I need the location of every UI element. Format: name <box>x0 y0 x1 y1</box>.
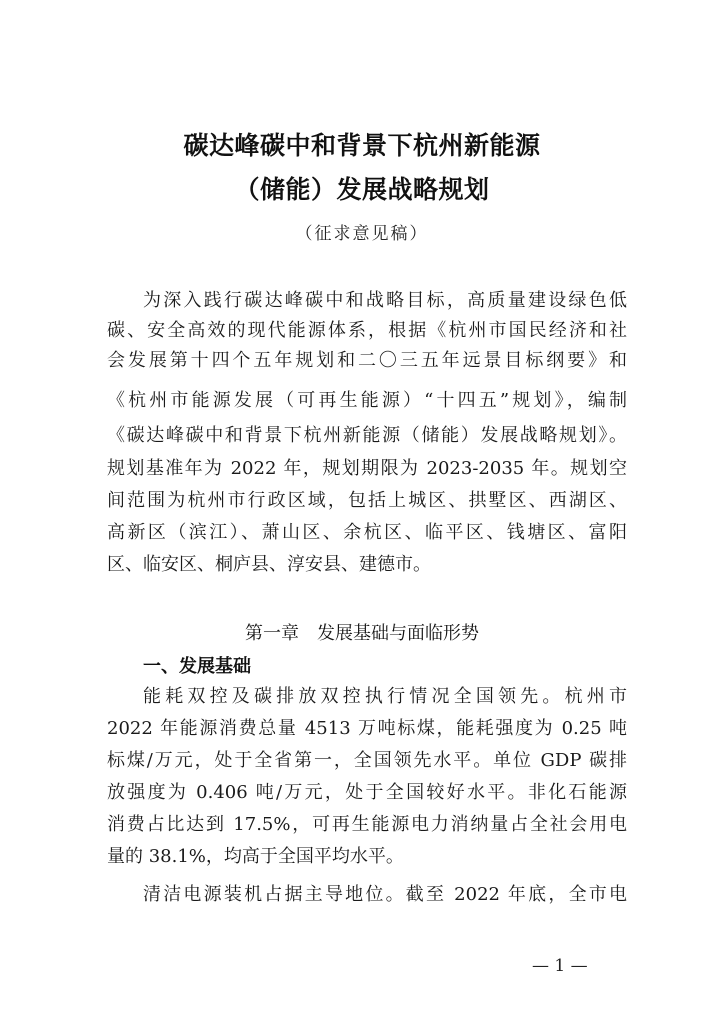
intro-line: 间范围为杭州市行政区域，包括上城区、拱墅区、西湖区、 <box>107 490 627 511</box>
paragraph-line: 量的 38.1%，均高于全国平均水平。 <box>107 846 404 867</box>
intro-line: 碳、安全高效的现代能源体系，根据《杭州市国民经济和社 <box>107 320 627 341</box>
paragraph-line: 2022 年能源消费总量 4513 万吨标煤，能耗强度为 0.25 吨 <box>107 718 627 739</box>
paragraph-line: 放强度为 0.406 吨/万元，处于全国较好水平。非化石能源 <box>107 782 627 803</box>
intro-line: 《碳达峰碳中和背景下杭州新能源（储能）发展战略规划》。 <box>107 425 627 446</box>
intro-line: 《杭州市能源发展（可再生能源）“十四五”规划》，编制 <box>107 390 627 411</box>
paragraph-line: 能耗双控及碳排放双控执行情况全国领先。杭州市 <box>143 686 627 707</box>
intro-line: 会发展第十四个五年规划和二〇三五年远景目标纲要》和 <box>107 350 627 371</box>
intro-line: 规划基准年为 2022 年，规划期限为 2023-2035 年。规划空 <box>107 458 627 479</box>
document-title-line-2: （储能）发展战略规划 <box>234 175 490 204</box>
intro-line: 区、临安区、桐庐县、淳安县、建德市。 <box>107 554 431 575</box>
page-number: — 1 — <box>532 956 588 976</box>
paragraph-line: 消费占比达到 17.5%，可再生能源电力消纳量占全社会用电 <box>107 814 627 835</box>
intro-line: 高新区（滨江）、萧山区、余杭区、临平区、钱塘区、富阳 <box>107 522 627 543</box>
paragraph-line: 标煤/万元，处于全省第一，全国领先水平。单位 GDP 碳排 <box>107 750 627 771</box>
intro-line: 为深入践行碳达峰碳中和战略目标，高质量建设绿色低 <box>143 290 627 311</box>
chapter-heading: 第一章 发展基础与面临形势 <box>245 623 479 644</box>
document-subtitle: （征求意见稿） <box>295 224 429 244</box>
document-title-line-1: 碳达峰碳中和背景下杭州新能源 <box>183 131 541 160</box>
paragraph-line: 清洁电源装机占据主导地位。截至 2022 年底，全市电 <box>143 884 627 905</box>
section-heading: 一、发展基础 <box>143 656 251 677</box>
